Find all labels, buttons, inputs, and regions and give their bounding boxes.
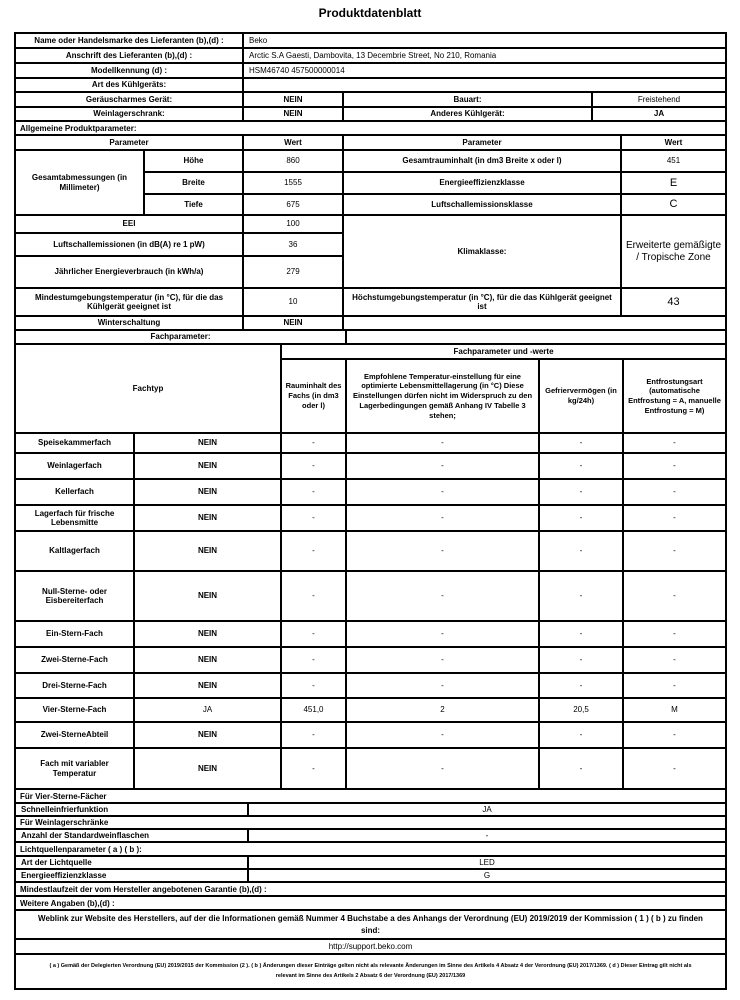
row-value: LED: [479, 857, 495, 867]
cell-freeze: -: [540, 506, 624, 530]
cell-present: NEIN: [135, 674, 282, 697]
cell-freeze: -: [540, 572, 624, 620]
row-label: Anzahl der Standardweinflaschen: [16, 830, 249, 841]
table-row: [16, 622, 725, 648]
row-label: Gesamtrauminhalt (in dm3 Breite x oder l): [344, 151, 622, 171]
row-label: Winterschaltung: [16, 317, 244, 329]
cell-temp: -: [347, 480, 540, 504]
row-label: Höchstumgebungstemperatur (in °C), für die das Kühlgerät geeignet ist: [344, 289, 622, 315]
cell-present: NEIN: [135, 572, 282, 620]
cell-temp: -: [347, 572, 540, 620]
cell-freeze: -: [540, 749, 624, 788]
cell-temp: -: [347, 532, 540, 570]
row-value: [244, 79, 725, 91]
table-row: [16, 572, 725, 622]
cell-volume: -: [282, 749, 347, 788]
row-label: Gesamtabmessungen (in Millimeter): [16, 151, 145, 214]
table-row: [16, 216, 342, 234]
weblink-row: [16, 911, 725, 940]
row-label: Anschrift des Lieferanten (b),(d) :: [16, 49, 244, 62]
cell-freeze: -: [540, 674, 624, 697]
row-value: 100: [286, 219, 300, 229]
column-header: Empfohlene Temperatur-einstellung für eine optimierte Lebensmittellagerung (in °C) Diese Einstellungen dürfen nicht im Widerspruch zu den Lagerbedingungen gemäß Anhang IV Tabelle 3 stehen;: [347, 360, 540, 432]
cell-present: NEIN: [135, 454, 282, 478]
group-header-row: [282, 345, 725, 360]
table-row: [145, 173, 725, 195]
row-value: 1555: [244, 173, 344, 193]
row-label: Zwei-Sterne-Fach: [16, 648, 135, 672]
cell-defrost: -: [673, 546, 676, 556]
cell-temp: -: [347, 723, 540, 747]
support-url: http://support.beko.com: [328, 941, 413, 951]
row-label: Zwei-SterneAbteil: [16, 723, 135, 747]
row-value: NEIN: [244, 93, 344, 106]
table-row: [16, 870, 725, 883]
table-row: [16, 234, 342, 257]
cell-volume: -: [282, 434, 347, 452]
row-label: Null-Sterne- oder Eisbereiterfach: [16, 572, 135, 620]
dual-row: [16, 93, 725, 108]
row-label: Höhe: [145, 151, 244, 171]
row-label: Schnelleinfrierfunktion: [16, 804, 249, 815]
cell-temp: -: [347, 622, 540, 646]
dimensions-block: [16, 151, 725, 216]
row-value: Erweiterte gemäßigte / Tropische Zone: [625, 239, 722, 263]
row-value: 10: [244, 289, 344, 315]
row-label: Tiefe: [145, 195, 244, 214]
table-row: [16, 434, 725, 454]
row-label: Modellkennung (d) :: [16, 64, 244, 77]
row-label: Kaltlagerfach: [16, 532, 135, 570]
row-label: Speisekammerfach: [16, 434, 135, 452]
cell-defrost: -: [673, 629, 676, 639]
cell-defrost: M: [671, 705, 678, 715]
column-header: Rauminhalt des Fachs (in dm3 oder l): [282, 360, 347, 432]
table-row: [16, 257, 342, 287]
cell-volume: -: [282, 674, 347, 697]
row-value: C: [669, 198, 678, 211]
row-value: G: [483, 870, 491, 880]
datasheet-table: [14, 32, 727, 990]
row-label: EEI: [16, 216, 244, 232]
row-label: Mindestumgebungstemperatur (in °C), für die das Kühlgerät geeignet ist: [16, 289, 244, 315]
section-heading: Lichtquellenparameter ( a ) ( b ):: [16, 843, 725, 857]
cell-present: NEIN: [135, 749, 282, 788]
column-header: Entfrostungsart (automatische Entfrostung = A, manuelle Entfrostung = M): [628, 376, 721, 415]
cell-present: NEIN: [135, 648, 282, 672]
weblink-text: Weblink zur Website des Herstellers, auf der die Informationen gemäß Nummer 4 Buchstabe a des Anhangs der Verordnung (EU) 2019/2019 der Kommission ( 1 ) ( b ) zu finden sind:: [38, 913, 703, 935]
cell-present: NEIN: [135, 506, 282, 530]
cell-temp: -: [347, 434, 540, 452]
row-value: 279: [286, 267, 300, 277]
section-heading: Für Weinlagerschränke: [16, 817, 725, 830]
row-label: Energieeffizienzklasse: [344, 173, 622, 193]
table-row: [16, 699, 725, 723]
cell-freeze: -: [540, 532, 624, 570]
table-row: [16, 506, 725, 532]
row-value: Arctic S.A Gaesti, Dambovita, 13 Decembrie Street, No 210, Romania: [249, 50, 497, 60]
row-value: -: [485, 830, 489, 840]
table-row: [16, 830, 725, 843]
cell-defrost: -: [673, 655, 676, 665]
cell-defrost: -: [673, 487, 676, 497]
info-row: [16, 34, 725, 49]
table-row: [16, 532, 725, 572]
cell-volume: -: [282, 648, 347, 672]
row-label: Lagerfach für frische Lebensmitte: [16, 506, 135, 530]
info-row: [16, 49, 725, 64]
cell-defrost: -: [673, 763, 676, 773]
column-header-row: [282, 360, 725, 432]
fach-header-block: [16, 345, 725, 434]
row-value: 43: [667, 295, 680, 308]
row-value: JA: [653, 109, 665, 119]
eei-block: [16, 216, 725, 289]
cell-volume: -: [282, 506, 347, 530]
row-label: Weinlagerschrank:: [16, 108, 244, 120]
cell-freeze: -: [540, 454, 624, 478]
column-header: Gefriervermögen (in kg/24h): [540, 360, 624, 432]
table-row: [16, 749, 725, 790]
footnote-row: [16, 955, 725, 988]
row-value: 36: [288, 239, 298, 249]
document-title: Produktdatenblatt: [318, 6, 422, 20]
empty-cell: [344, 317, 725, 329]
row-value: NEIN: [244, 108, 344, 120]
cell-present: JA: [135, 699, 282, 721]
section-heading-row: [16, 331, 725, 345]
column-header: Parameter: [16, 136, 244, 149]
section-heading: Für Vier-Sterne-Fächer: [16, 790, 725, 804]
cell-temp: -: [347, 506, 540, 530]
row-label: Luftschallemissionsklasse: [344, 195, 622, 214]
cell-freeze: -: [540, 723, 624, 747]
cell-volume: -: [282, 622, 347, 646]
cell-present: NEIN: [135, 532, 282, 570]
row-value: Freistehend: [637, 94, 681, 104]
cell-volume: -: [282, 480, 347, 504]
row-label: Fach mit variabler Temperatur: [16, 749, 135, 788]
group-header: Fachparameter und -werte: [453, 346, 554, 356]
cell-temp: -: [347, 648, 540, 672]
table-row: [145, 195, 725, 214]
column-header: Wert: [244, 136, 344, 149]
cell-defrost: -: [673, 730, 676, 740]
cell-volume: 451,0: [282, 699, 347, 721]
row-label: Weinlagerfach: [16, 454, 135, 478]
cell-freeze: -: [540, 648, 624, 672]
row-label: Jährlicher Energieverbrauch (in kWh/a): [16, 257, 244, 287]
cell-present: NEIN: [135, 723, 282, 747]
cell-volume: -: [282, 532, 347, 570]
row-value: 860: [244, 151, 344, 171]
row-label: Kellerfach: [16, 480, 135, 504]
cell-defrost: -: [673, 438, 676, 448]
cell-freeze: -: [540, 434, 624, 452]
row-label: Breite: [145, 173, 244, 193]
row-value: 451: [666, 156, 681, 166]
table-row: [16, 289, 725, 317]
row-label: Drei-Sterne-Fach: [16, 674, 135, 697]
cell-freeze: 20,5: [540, 699, 624, 721]
table-row: [16, 317, 725, 331]
table-row: [16, 648, 725, 674]
row-value: HSM46740 457500000014: [249, 65, 345, 75]
table-row: [16, 723, 725, 749]
table-row: [16, 480, 725, 506]
cell-freeze: -: [540, 622, 624, 646]
row-label: Anderes Kühlgerät:: [344, 108, 593, 120]
cell-volume: -: [282, 723, 347, 747]
table-row: [145, 151, 725, 173]
table-row: [16, 804, 725, 817]
cell-defrost: -: [673, 680, 676, 690]
info-row: [16, 79, 725, 93]
row-label: Bauart:: [344, 93, 593, 106]
row-value: 675: [244, 195, 344, 214]
cell-temp: -: [347, 454, 540, 478]
dual-row: [16, 108, 725, 122]
row-label: Art der Lichtquelle: [16, 857, 249, 868]
cell-temp: -: [347, 674, 540, 697]
cell-present: NEIN: [135, 434, 282, 452]
column-header: Fachtyp: [16, 345, 282, 432]
footnote-text: ( a ) Gemäß der Delegierten Verordnung (EU) 2019/2015 der Kommission (2 ). ( b ) Änderungen dieser Einträge gelten nicht als relevante Änderungen im Sinne des Artikels 4 Absatz 4 der Verordnung (EU) 2017/1369. ( d ) Dieser Eintrag gilt nicht als relevant im Sinne des Artikels 2 Absatz 6 der Verordnung (EU) 2017/1369: [49, 963, 692, 979]
cell-freeze: -: [540, 480, 624, 504]
cell-defrost: -: [673, 461, 676, 471]
row-label: Energieeffizienzklasse: [16, 870, 249, 881]
cell-defrost: -: [673, 513, 676, 523]
row-label: Luftschallemissionen (in dB(A) re 1 pW): [16, 234, 244, 255]
table-row: [16, 857, 725, 870]
row-label: Geräuscharmes Gerät:: [16, 93, 244, 106]
row-label: Ein-Stern-Fach: [16, 622, 135, 646]
cell-defrost: -: [673, 591, 676, 601]
cell-temp: 2: [347, 699, 540, 721]
table-header-row: [16, 136, 725, 151]
table-row: [16, 674, 725, 699]
row-value: JA: [482, 804, 492, 814]
cell-present: NEIN: [135, 480, 282, 504]
row-label: Vier-Sterne-Fach: [16, 699, 135, 721]
column-header: Wert: [664, 137, 683, 147]
cell-present: NEIN: [135, 622, 282, 646]
cell-temp: -: [347, 749, 540, 788]
info-row: [16, 64, 725, 79]
row-label: Name oder Handelsmarke des Lieferanten (b),(d) :: [16, 34, 244, 47]
row-value: E: [669, 176, 678, 189]
row-label: Klimaklasse:: [344, 216, 622, 287]
section-heading: Fachparameter:: [16, 331, 347, 343]
empty-cell: [347, 331, 725, 343]
row-label: Art des Kühlgeräts:: [16, 79, 244, 91]
table-row: [16, 454, 725, 480]
url-row: [16, 940, 725, 955]
row-value: NEIN: [244, 317, 344, 329]
cell-volume: -: [282, 572, 347, 620]
section-heading: Weitere Angaben (b),(d) :: [16, 897, 725, 911]
row-value: Beko: [249, 35, 268, 45]
cell-volume: -: [282, 454, 347, 478]
column-header: Parameter: [344, 136, 622, 149]
section-heading: Allgemeine Produktparameter:: [16, 122, 725, 136]
section-heading: Mindestlaufzeit der vom Hersteller angebotenen Garantie (b),(d) :: [16, 883, 725, 897]
